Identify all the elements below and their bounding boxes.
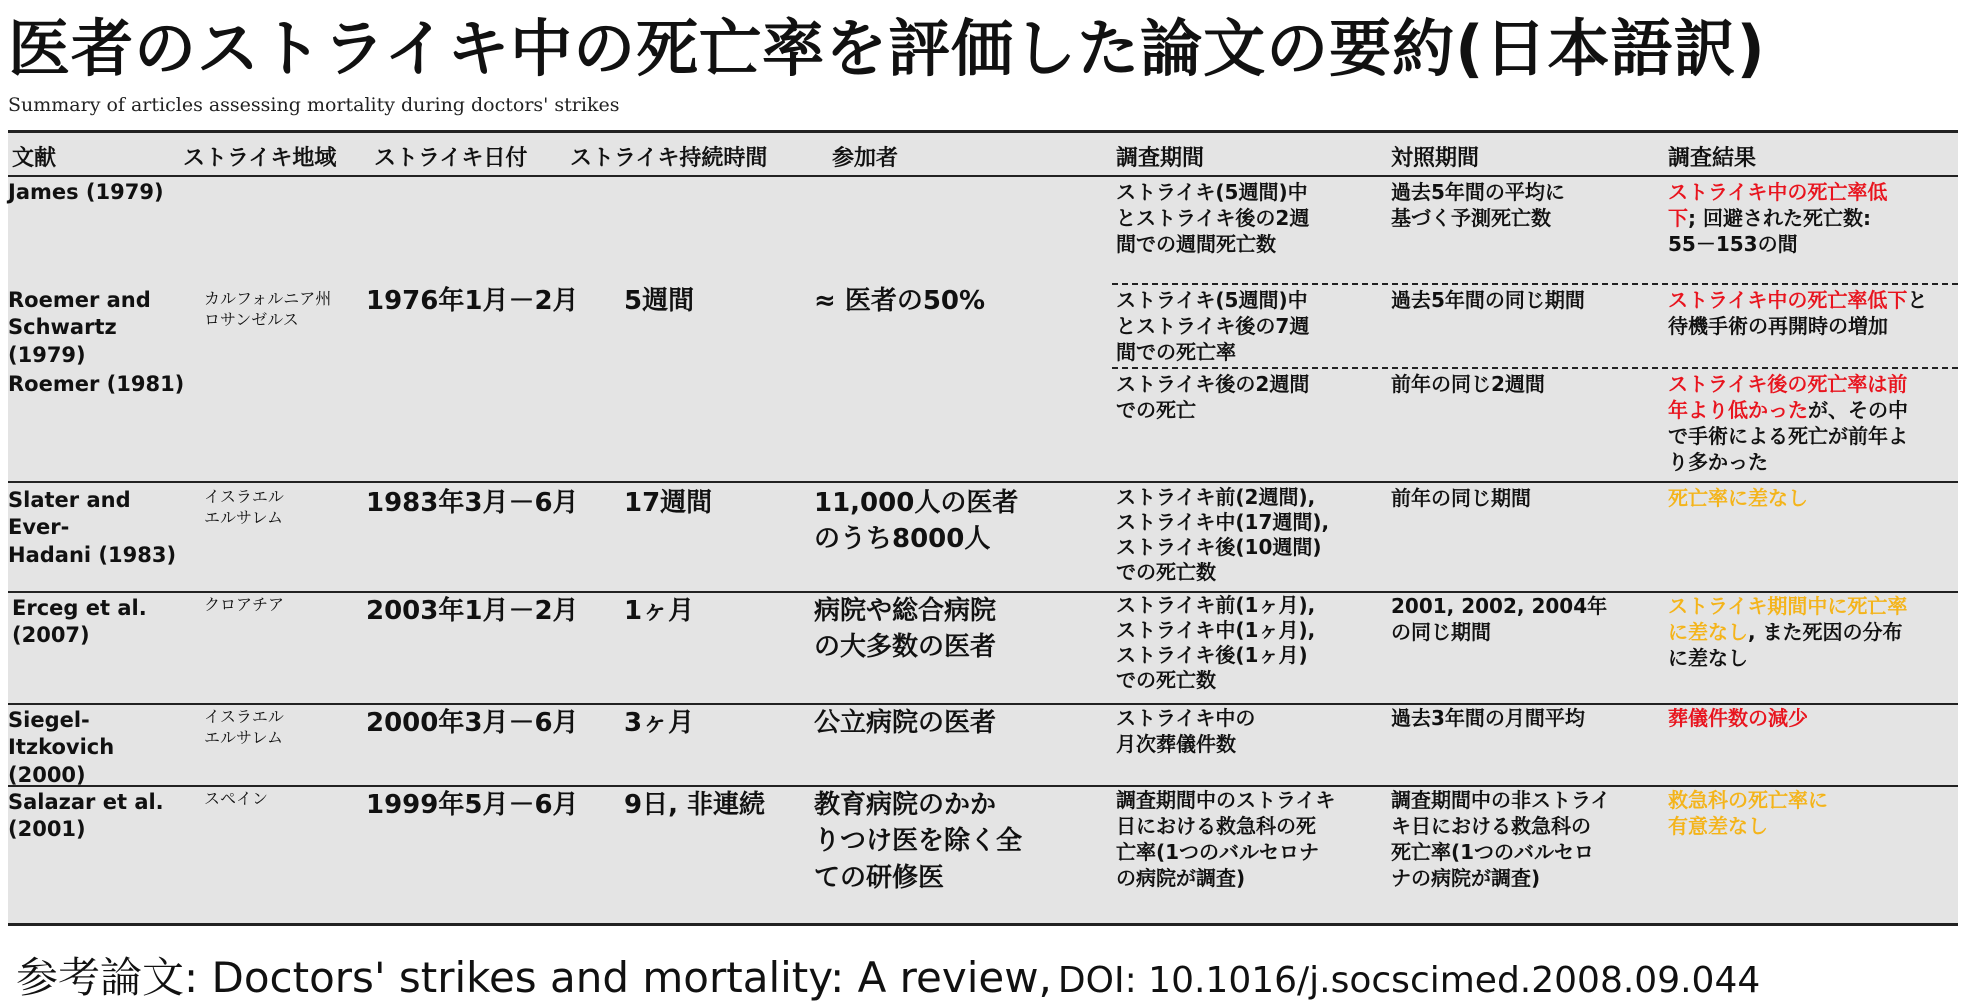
table-row [8,785,1958,919]
study-period-cell: ストライキ後の2週間 での死亡 [1116,372,1310,422]
findings-text: , また死因の分布 に差なし [1668,620,1903,670]
study-period-cell: ストライキ中の 月次葬儀件数 [1116,706,1256,756]
findings-cell [1668,179,1938,257]
duration-cell: 1ヶ月 [624,596,695,626]
control-period-cell: 前年の同じ2週間 [1391,372,1545,396]
findings-highlight: 葬儀件数の減少 [1668,706,1808,730]
header-reference: 文献 [12,146,57,171]
duration-cell: 3ヶ月 [624,708,695,738]
table-caption: Summary of articles assessing mortality during doctors' strikes [8,94,620,116]
duration-cell: 17週間 [624,488,713,518]
findings-highlight: ストライキ中の死亡率低下 [1668,288,1908,312]
summary-table [8,130,1958,926]
control-period-cell: 過去5年間の同じ期間 [1391,288,1585,312]
table-row [8,703,1958,787]
date-cell: 1983年3月－6月 [366,488,579,518]
table-row [8,591,1958,705]
duration-cell: 9日, 非連続 [624,790,766,820]
findings-highlight: 救急科の死亡率に 有意差なし [1668,788,1828,838]
page-title: 医者のストライキ中の死亡率を評価した論文の要約(日本語訳) [8,12,1766,85]
region-cell: イスラエル エルサレム [204,487,284,527]
header-duration: ストライキ持続時間 [570,146,768,171]
findings-highlight: ストライキ期間中に死亡率 に差なし [1668,594,1908,644]
date-cell: 1976年1月－2月 [366,286,579,316]
study-period-cell: ストライキ前(1ヶ月), ストライキ中(1ヶ月), ストライキ後(1ヶ月) での死亡数 [1116,593,1316,692]
findings-cell [1668,705,1938,731]
reference-cell: Slater and Ever- Hadani (1983) [8,488,177,567]
findings-cell [1668,593,1938,671]
reference-cell: Siegel-Itzkovich (2000) [8,708,115,787]
doi-text: DOI: 10.1016/j.socscimed.2008.09.044 [1057,960,1761,1001]
participants-cell: 公立病院の医者 [814,708,997,738]
findings-cell [1668,787,1938,839]
region-cell: カルフォルニア州 ロサンゼルス [204,289,332,329]
findings-text: が、その中 で手術による死亡が前年よ り多かった [1668,398,1908,474]
control-period-cell: 調査期間中の非ストライ キ日における救急科の 死亡率(1つのバルセロ ナの病院が調査) [1391,788,1611,890]
findings-text: と 待機手術の再開時の増加 [1668,288,1928,338]
table-row-los-angeles [8,175,1958,481]
header-study-period: 調査期間 [1116,146,1205,171]
row-divider-dashed [1112,283,1958,285]
reference-cell: Salazar et al. (2001) [8,790,164,842]
findings-cell [1668,371,1938,475]
findings-highlight: ストライキ中の死亡率低 下 [1668,180,1888,230]
date-cell: 1999年5月－6月 [366,790,579,820]
table-row [8,481,1958,593]
study-period-cell: ストライキ(5週間)中 とストライキ後の2週 間での週間死亡数 [1116,180,1310,256]
participants-cell: 病院や総合病院 の大多数の医者 [814,596,997,663]
study-period-cell: 調査期間中のストライキ 日における救急科の死 亡率(1つのバルセロナ の病院が調査) [1116,788,1336,890]
participants-cell: ≈ 医者の50% [814,286,986,316]
duration-cell: 5週間 [624,286,695,316]
date-cell: 2000年3月－6月 [366,708,579,738]
findings-highlight: ストライキ後の死亡率は前 年より低かった [1668,372,1908,422]
control-period-cell: 2001, 2002, 2004年 の同じ期間 [1391,594,1608,644]
participants-cell: 教育病院のかか りつけ医を除く全 ての研修医 [814,790,1023,893]
participants-cell: 11,000人の医者 のうち8000人 [814,488,1019,555]
findings-cell [1668,485,1938,511]
study-period-cell: ストライキ(5週間)中 とストライキ後の7週 間での死亡率 [1116,288,1310,364]
control-period-cell: 前年の同じ期間 [1391,486,1531,510]
control-period-cell: 過去3年間の月間平均 [1391,706,1585,730]
region-cell: イスラエル エルサレム [204,707,284,747]
control-period-cell: 過去5年間の平均に 基づく予測死亡数 [1391,180,1565,230]
study-period-cell: ストライキ前(2週間), ストライキ中(17週間), ストライキ後(10週間) での死亡数 [1116,485,1330,584]
header-region: ストライキ地域 [183,146,337,171]
header-participants: 参加者 [832,146,899,171]
region-cell: クロアチア [204,595,285,614]
date-cell: 2003年1月－2月 [366,596,579,626]
findings-cell [1668,287,1938,339]
header-findings: 調査結果 [1668,146,1757,171]
reference-cell: Roemer (1981) [8,372,185,396]
reference-text: 参考論文: Doctors' strikes and mortality: A review, [16,953,1052,1002]
row-divider-dashed [1112,367,1958,369]
findings-highlight: 死亡率に差なし [1668,486,1808,510]
region-cell: スペイン [204,789,269,808]
findings-text: ; 回避された死亡数: 55－153の間 [1668,206,1871,256]
header-date: ストライキ日付 [374,146,528,171]
reference-cell: Erceg et al. (2007) [12,596,147,648]
reference-citation [16,945,1760,1005]
reference-cell: Roemer and Schwartz (1979) [8,288,151,367]
header-control-period: 対照期間 [1391,146,1480,171]
table-header [8,133,1958,177]
reference-cell: James (1979) [8,180,164,204]
